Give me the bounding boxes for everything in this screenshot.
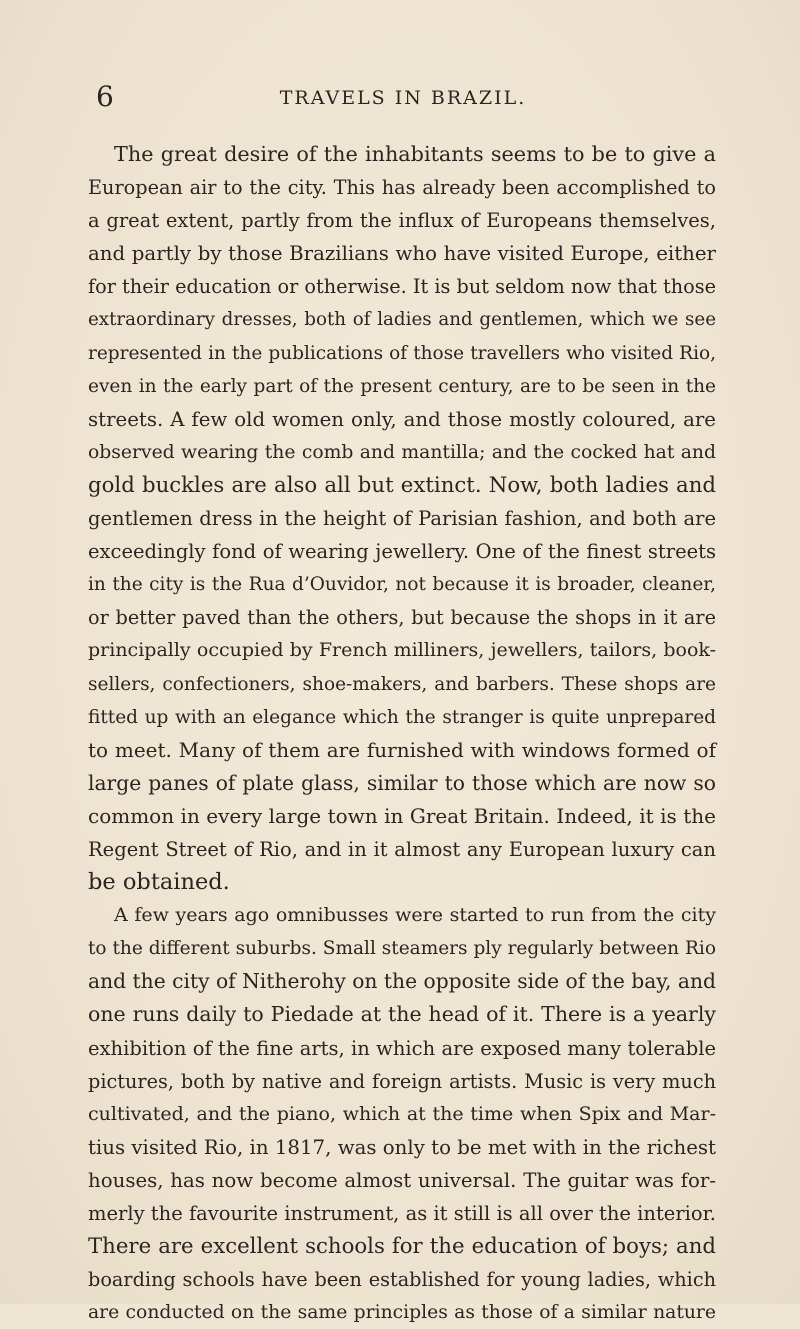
text-line: Regent Street of Rio, and in it almost any European luxury can [88, 837, 716, 861]
text-line: in the city is the Rua d’Ouvidor, not because it is broader, cleaner, [88, 574, 716, 596]
text-line: a great extent, partly from the influx of Europeans themselves, [88, 209, 716, 233]
text-line: observed wearing the comb and mantilla; and the cocked hat and [88, 441, 716, 463]
text-line: merly the favourite instrument, as it still is all over the interior. [88, 1202, 716, 1225]
text-line: streets. A few old women only, and those mostly coloured, are [88, 407, 716, 431]
text-line: tius visited Rio, in 1817, was only to be met with in the richest [88, 1135, 716, 1159]
text-line: represented in the publications of those travellers who visited Rio, [88, 342, 716, 364]
text-line: The great desire of the inhabitants seems to be to give a [114, 142, 716, 166]
text-line: fitted up with an elegance which the stranger is quite unprepared [88, 706, 716, 728]
text-line: extraordinary dresses, both of ladies and gentlemen, which we see [88, 309, 716, 331]
text-line: gentlemen dress in the height of Parisian fashion, and both are [88, 507, 716, 531]
text-line: pictures, both by native and foreign artists. Music is very much [88, 1069, 716, 1093]
paragraph-2 [88, 899, 716, 1329]
text-line: or better paved than the others, but because the shops in it are [88, 606, 716, 630]
text-line: are conducted on the same principles as those of a similar nature [88, 1302, 716, 1324]
text-line: houses, has now become almost universal. The guitar was for- [88, 1168, 716, 1192]
text-line: principally occupied by French milliners, jewellers, tailors, book- [88, 639, 716, 662]
text-line: A few years ago omnibusses were started to run from the city [114, 904, 716, 927]
page-number: 6 [96, 80, 114, 113]
text-line: to the different suburbs. Small steamers ply regularly between Rio [88, 938, 716, 960]
text-line: exhibition of the fine arts, in which are exposed many tolerable [88, 1036, 716, 1060]
body-text [88, 138, 716, 1329]
text-line: even in the early part of the present century, are to be seen in the [88, 375, 716, 397]
page-header [96, 82, 710, 112]
text-line: common in every large town in Great Britain. Indeed, it is the [88, 803, 716, 828]
text-line: and partly by those Brazilians who have visited Europe, either [88, 242, 716, 266]
text-line: one runs daily to Piedade at the head of it. There is a yearly [88, 1002, 716, 1027]
text-line: to meet. Many of them are furnished with windows formed of [88, 737, 716, 762]
text-line: boarding schools have been established for young ladies, which [88, 1268, 716, 1292]
text-line: sellers, confectioners, shoe-makers, and barbers. These shops are [88, 673, 716, 695]
text-line: exceedingly fond of wearing jewellery. One of the finest streets [88, 540, 716, 564]
text-line: cultivated, and the piano, which at the time when Spix and Mar- [88, 1102, 716, 1125]
text-line: European air to the city. This has already been accomplished to [88, 176, 716, 200]
text-line: for their education or otherwise. It is but seldom now that those [88, 275, 716, 299]
text-line: There are excellent schools for the education of boys; and [88, 1234, 716, 1260]
text-line: and the city of Nitherohy on the opposite side of the bay, and [88, 969, 716, 994]
text-line: large panes of plate glass, similar to those which are now so [88, 770, 716, 795]
text-line: gold buckles are also all but extinct. Now, both ladies and [88, 472, 716, 498]
running-title: TRAVELS IN BRAZIL. [279, 87, 527, 109]
text-line: be obtained. [88, 869, 230, 896]
paragraph-1 [88, 138, 716, 899]
